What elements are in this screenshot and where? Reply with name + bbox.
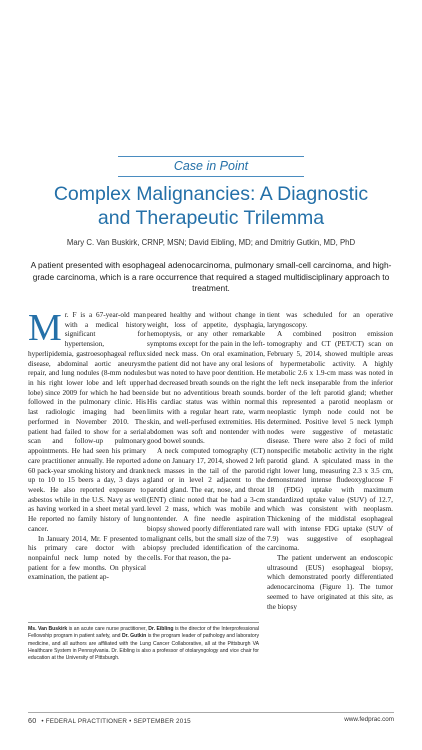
notes-divider — [28, 622, 259, 623]
body-column-3 — [267, 311, 393, 612]
page-number: 60 — [28, 716, 37, 725]
affiliation-text: is an acute care nurse practitioner, — [67, 626, 149, 632]
body-column-1 — [28, 307, 146, 583]
body-column-2 — [147, 311, 265, 564]
section-rule-top — [118, 156, 304, 157]
paragraph: peared healthy and without change in weight, loss of appetite, dysphagia, hemoptysis, or any other remarkable symptoms except for the pain in the left-sided neck mass. On oral examination, the patient did not have any oral lesions but was noted to have poor dentition. He had decreased breath sounds on the right side but no adventitious breath sounds. His cardiac status was within normal limits with a regular heart rate, warm skin, and well-perfused extremities. His abdomen was soft and nontender with good bowel sounds. — [147, 311, 265, 446]
author-name: Ms. Van Buskirk — [28, 626, 68, 632]
footer-journal-info — [28, 716, 191, 725]
journal-name: • FEDERAL PRACTITIONER • SEPTEMBER 2015 — [41, 718, 191, 725]
author-list: Mary C. Van Buskirk, CRNP, MSN; David Eibling, MD; and Dmitriy Gutkin, MD, PhD — [66, 238, 356, 247]
title-line-1: Complex Malignancies: A Diagnostic — [53, 183, 369, 205]
paragraph-text: r. F is a 67-year-old man with a medical history significant for hypertension, hyperlipidemia, gastroesophageal reflux disease, abdominal aortic aneurysm repair, and lung nodules (8-mm nodules in his right lower lobe and left upper lobe) since 2009 for which he had been followed in the pulmonary clinic. His last radiologic imaging had been performed in November 2010. The patient had failed to show for a serial scan and follow-up pulmonary appointments. He had seen his primary care practitioner annually. He reported a 60 pack-year smoking history and drank up to 10 to 15 beers a day, 3 days a week. He also reported exposure to asbestos while in the U.S. Navy as well as having worked in a sheet metal yard. He reported no family history of lung cancer. — [28, 311, 146, 533]
section-rule-bottom — [118, 176, 304, 177]
article-title — [10, 182, 412, 230]
paragraph: The patient underwent an endoscopic ultrasound (EUS) esophageal biopsy, which demonstrated poorly differentiated adenocarcinoma (Figure 1). The tumor seemed to have originated at this site, as the biopsy — [267, 553, 393, 611]
title-line-2: and Therapeutic Trilemma — [97, 207, 325, 229]
abstract: A patient presented with esophageal adenocarcinoma, pulmonary small-cell carcinoma, and high-grade carcinoma, which is a rare occurrence that required a staged multidisciplinary approach to treatment. — [30, 260, 392, 293]
author-name: Dr. Eibling — [148, 626, 174, 632]
paragraph — [28, 307, 146, 535]
paragraph: A combined positron emission tomography and CT (PET/CT) scan on February 5, 2014, showed multiple areas of hypermetabolic activity. A highly metabolic 2.6 x 1.9-cm mass was noted in the left neck inseparable from the inferior border of the left parotid gland; whether this represented a parotid neoplasm or neoplastic lymph node could not be determined. Positive level 5 neck lymph nodes were suggestive of metastatic disease. There were also 2 foci of mild nonspecific metabolic activity in the right parotid gland. A spiculated mass in the right lower lung, measuring 2.3 x 3.5 cm, demonstrated intense fludeoxyglucose F 18 (FDG) uptake with maximum standardized uptake value (SUV) of 12.7, which was consistent with neoplasm. Thickening of the middistal esophageal wall with intense FDG uptake (SUV of 7.9) was suggestive of esophageal carcinoma. — [267, 330, 393, 553]
footer-website: www.fedprac.com — [344, 716, 394, 723]
author-name: Dr. Gutkin — [121, 633, 147, 640]
affiliation-text: is the program leader of pathology and laboratory medicine, and all authors are affiliated with the Lung Cancer Collaborative, all at the Pittsburgh VA Healthcare System in Pennsylvania. Dr. Eibling is also a professor of otolaryngology and vice chair for education at the University of Pittsburgh. — [28, 633, 260, 662]
paragraph: tient was scheduled for an operative laryngoscopy. — [267, 311, 393, 329]
affiliation-text: is the director of the Interprofessional Fellowship program in patient safety, and — [28, 626, 259, 640]
author-affiliations — [28, 626, 259, 662]
footer-divider — [28, 712, 394, 713]
drop-cap: M — [28, 307, 62, 349]
paragraph: A neck computed tomography (CT) done on January 17, 2014, showed 2 left neck masses in the tail of the parotid gland or in level 2 adjacent to the parotid gland. The ear, nose, and throat (ENT) clinic noted that he had a 3-cm level 2 mass, which was mobile and nontender. A fine needle aspiration biopsy showed poorly differentiated rare malignant cells, but the small size of the biopsy precluded identification of the cells. For that reason, the pa- — [147, 447, 265, 562]
section-label: Case in Point — [173, 159, 249, 173]
paragraph: In January 2014, Mr. F presented to his primary care doctor with a nonpainful neck lump noted by the patient for a few months. On physical examination, the patient ap- — [28, 534, 146, 582]
